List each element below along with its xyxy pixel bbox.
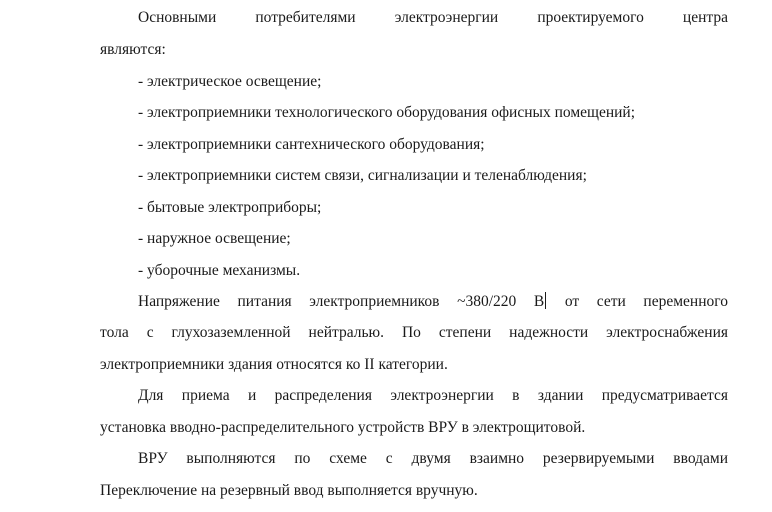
list-item: - наружное освещение; (138, 230, 291, 247)
paragraph-2-line-2: тола с глухозаземленной нейтралью. По степени надежности электроснабжения (100, 324, 728, 341)
paragraph-2-line-1-end: от сети переменного (547, 293, 728, 310)
list-item: - электроприемники сантехнического оборудования; (138, 136, 485, 153)
list-item: - электроприемники технологического оборудования офисных помещений; (138, 104, 636, 121)
paragraph-1-line-1: Основными потребителями электроэнергии проектируемого центра (138, 9, 728, 26)
paragraph-2-line-3: электроприемники здания относятся ко II категории. (100, 356, 448, 373)
paragraph-3-line-2: установка вводно-распределительного устройств ВРУ в электрощитовой. (100, 419, 586, 436)
list-item: - бытовые электроприборы; (138, 199, 322, 216)
list-item: - электрическое освещение; (138, 73, 322, 90)
list-item: - электроприемники систем связи, сигнализации и теленаблюдения; (138, 167, 587, 184)
list-item: - уборочные механизмы. (138, 262, 301, 279)
paragraph-3-line-1: Для приема и распределения электроэнергии в здании предусматривается (138, 387, 728, 404)
paragraph-2-line-1-start: Напряжение питания электроприемников ~380/220 В (138, 293, 545, 310)
paragraph-2-line-1 (138, 292, 728, 312)
paragraph-1-line-2: являются: (100, 41, 166, 58)
paragraph-4-line-1: ВРУ выполняются по схеме с двумя взаимно резервируемыми вводами (138, 450, 728, 467)
paragraph-4-line-2: Переключение на резервный ввод выполняется вручную. (100, 482, 478, 499)
